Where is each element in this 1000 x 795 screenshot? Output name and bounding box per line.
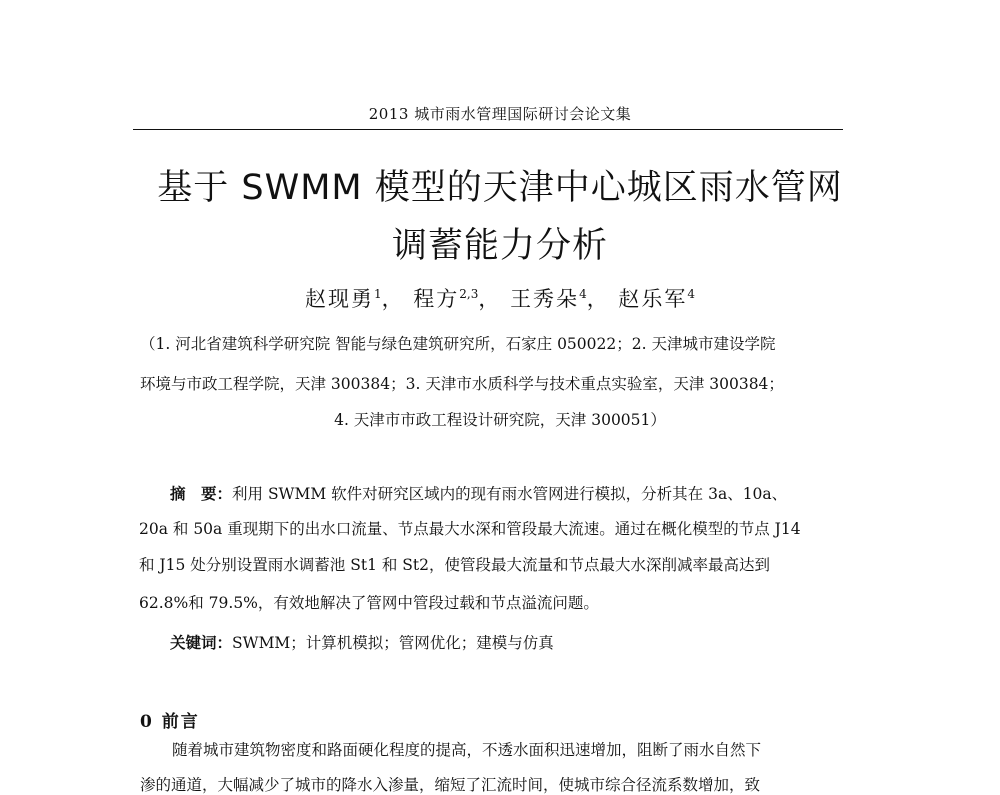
author-name: 王秀朵 <box>510 287 580 311</box>
abstract-label: 摘 要： <box>170 484 233 503</box>
author-affiliation-mark: 4 <box>579 287 587 301</box>
author-separator: ， <box>478 287 502 311</box>
affiliation-line-1: （1. 河北省建筑科学研究院 智能与绿色建筑研究所，石家庄 050022；2. 天津城市建设学院 <box>140 335 776 353</box>
intro-line-2: 渗的通道，大幅减少了城市的降水入渗量，缩短了汇流时间，使城市综合径流系数增加，致 <box>140 776 761 794</box>
abstract-text-1: 利用 SWMM 软件对研究区域内的现有雨水管网进行模拟，分析其在 3a、10a、 <box>232 485 788 503</box>
author-affiliation-mark: 1 <box>373 287 382 301</box>
keywords-text: SWMM；计算机模拟；管网优化；建模与仿真 <box>232 634 554 652</box>
affiliation-line-2: 环境与市政工程学院，天津 300384；3. 天津市水质科学与技术重点实验室，天津 300384； <box>140 375 784 393</box>
running-header: 2013 城市雨水管理国际研讨会论文集 <box>368 105 632 123</box>
affiliation-line-3: 4. 天津市市政工程设计研究院，天津 300051） <box>334 411 666 429</box>
abstract-line-2: 20a 和 50a 重现期下的出水口流量、节点最大水深和管段最大流速。通过在概化模型的节点 J14 <box>139 520 801 538</box>
keywords-line <box>170 633 554 653</box>
paper-title-line-1: 基于 SWMM 模型的天津中心城区雨水管网 <box>157 168 843 208</box>
author-separator: ， <box>586 287 610 311</box>
author-affiliation-mark: 2,3 <box>459 287 479 301</box>
header-rule <box>133 129 843 130</box>
abstract-line-4: 62.8%和 79.5%，有效地解决了管网中管段过载和节点溢流问题。 <box>139 594 599 612</box>
author-name: 赵乐军 <box>618 287 688 311</box>
section-heading: 0 前言 <box>140 712 200 732</box>
abstract-line-1 <box>170 484 787 504</box>
intro-line-1: 随着城市建筑物密度和路面硬化程度的提高，不透水面积迅速增加，阻断了雨水自然下 <box>172 741 762 759</box>
abstract-line-3: 和 J15 处分别设置雨水调蓄池 St1 和 St2，使管段最大流量和节点最大水深削减率最高达到 <box>139 556 770 574</box>
author-separator: ， <box>381 287 405 311</box>
author-name: 赵现勇 <box>304 287 374 311</box>
author-affiliation-mark: 4 <box>687 287 696 301</box>
keywords-label: 关键词： <box>170 633 233 652</box>
paper-title-line-2: 调蓄能力分析 <box>391 226 608 266</box>
author-list <box>0 283 1000 313</box>
author-name: 程方 <box>413 287 460 311</box>
